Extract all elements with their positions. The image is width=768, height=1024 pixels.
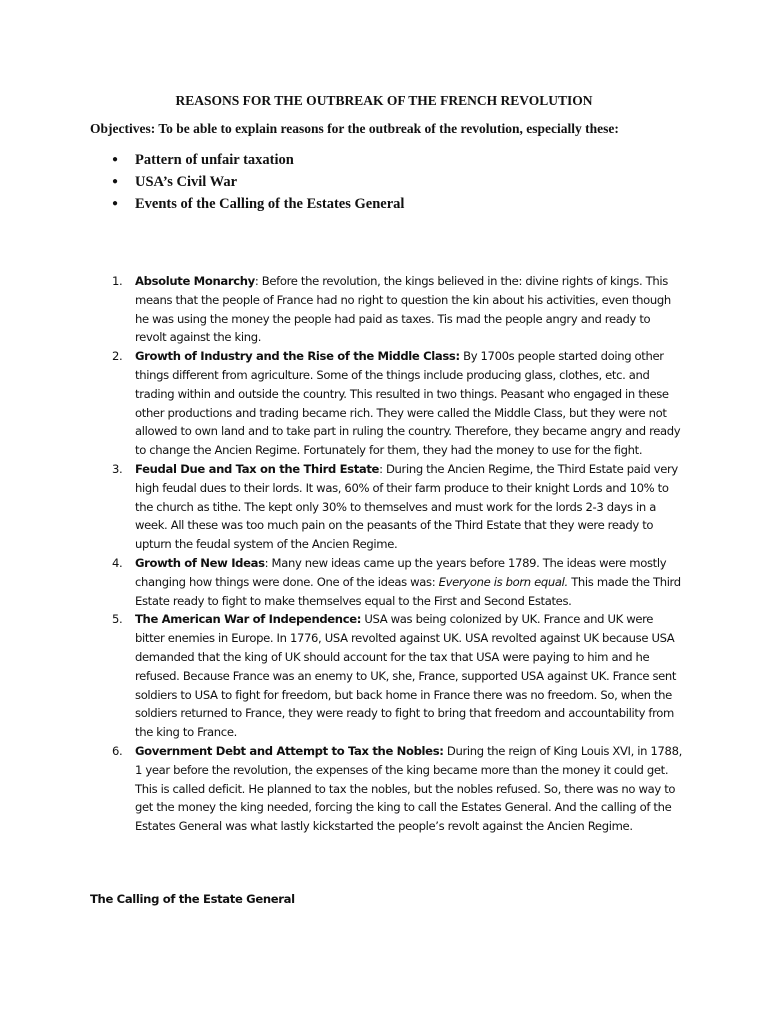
reason-item (112, 272, 682, 347)
objective-item (112, 194, 404, 216)
reason-emphasis: Everyone is born equal. (438, 574, 568, 589)
document-title: REASONS FOR THE OUTBREAK OF THE FRENCH REVOLUTION (175, 93, 593, 108)
reason-body: By 1700s people started doing other things different from agriculture. Some of the things include producing glass, clothes, etc. and trading within and outside the country. This resulted in two things. Peasant who engaged in these other productions and trading became rich. They were called the Middle Class, but they were not allowed to own land and to take part in ruling the country. Therefore, they became angry and ready to change the Ancien Regime. Fortunately for them, they had the money to use for the fight. (135, 349, 681, 458)
bullet-icon: ● (112, 154, 119, 165)
objective-item (112, 150, 404, 172)
reason-heading: Absolute Monarchy (135, 274, 255, 288)
objectives-statement: Objectives: To be able to explain reasons for the outbreak of the revolution, especially these: (90, 121, 619, 136)
reason-text (135, 742, 682, 836)
reason-heading: Growth of New Ideas (135, 555, 265, 570)
reason-item (112, 460, 682, 554)
reason-item (112, 742, 682, 836)
reason-item (112, 554, 682, 610)
reason-body: : Before the revolution, the kings believed in the: divine rights of kings. This means that the people of France had no right to question the kin about his activities, even though he was using the money the people had paid as taxes. Tis mad the people angry and ready to revolt against the king. (135, 274, 671, 345)
reason-body: : Many new ideas came up the years before 1789. The ideas were mostly changing how things were done. One of the ideas was: (135, 555, 667, 589)
reasons-list (112, 272, 682, 836)
reason-number: 3. (112, 461, 123, 476)
reason-text (135, 272, 682, 347)
reason-number: 5. (112, 612, 123, 627)
bullet-icon: ● (112, 176, 119, 187)
reason-text (135, 610, 682, 742)
reason-number: 6. (112, 743, 123, 758)
reason-heading: The American War of Independence: (135, 612, 362, 627)
reason-heading: Feudal Due and Tax on the Third Estate (135, 461, 380, 476)
objectives-list (112, 150, 404, 216)
objective-text: USA’s Civil War (135, 174, 238, 190)
reason-body: During the reign of King Louis XVI, in 1788, 1 year before the revolution, the expenses of the king became more than the money it could get. This is called deficit. He planned to tax the nobles, but the nobles refused. So, there was no way to get the money the king needed, forcing the king to call the Estates General. And the calling of the Estates General was what lastly kickstarted the people’s revolt against the Ancien Regime. (135, 743, 682, 834)
reason-number: 2. (112, 349, 123, 364)
reason-body-continued: This made the Third Estate ready to fight to make themselves equal to the First and Second Estates. (135, 574, 681, 608)
reason-item (112, 347, 682, 460)
objective-text: Events of the Calling of the Estates General (135, 196, 405, 212)
reason-body: : During the Ancien Regime, the Third Estate paid very high feudal dues to their lords. It was, 60% of their farm produce to their knight Lords and 10% to the church as tithe. The kept only 30% to themselves and must work for the lords 2-3 days in a week. All these was too much pain on the peasants of the Third Estate that they were ready to upturn the feudal system of the Ancien Regime. (135, 461, 678, 552)
reason-heading: Government Debt and Attempt to Tax the Nobles: (135, 743, 444, 758)
reason-text (135, 347, 682, 460)
reason-text (135, 460, 682, 554)
reason-number: 4. (112, 555, 123, 570)
objective-item (112, 172, 404, 194)
bullet-icon: ● (112, 198, 119, 209)
objective-text: Pattern of unfair taxation (135, 152, 294, 168)
section-heading: The Calling of the Estate General (90, 892, 295, 906)
reason-text (135, 554, 682, 610)
reason-body: USA was being colonized by UK. France and UK were bitter enemies in Europe. In 1776, USA revolted against UK. USA revolted against UK because USA demanded that the king of UK should account for the tax that USA were paying to him and he refused. Because France was an enemy to UK, she, France, supported USA against UK. France sent soldiers to USA to fight for freedom, but back home in France there was no freedom. So, when the soldiers returned to France, they were ready to fight to bring that freedom and accountability from the king to France. (135, 612, 677, 740)
reason-number: 1. (112, 274, 123, 288)
reason-heading: Growth of Industry and the Rise of the Middle Class: (135, 349, 460, 364)
reason-item (112, 610, 682, 742)
